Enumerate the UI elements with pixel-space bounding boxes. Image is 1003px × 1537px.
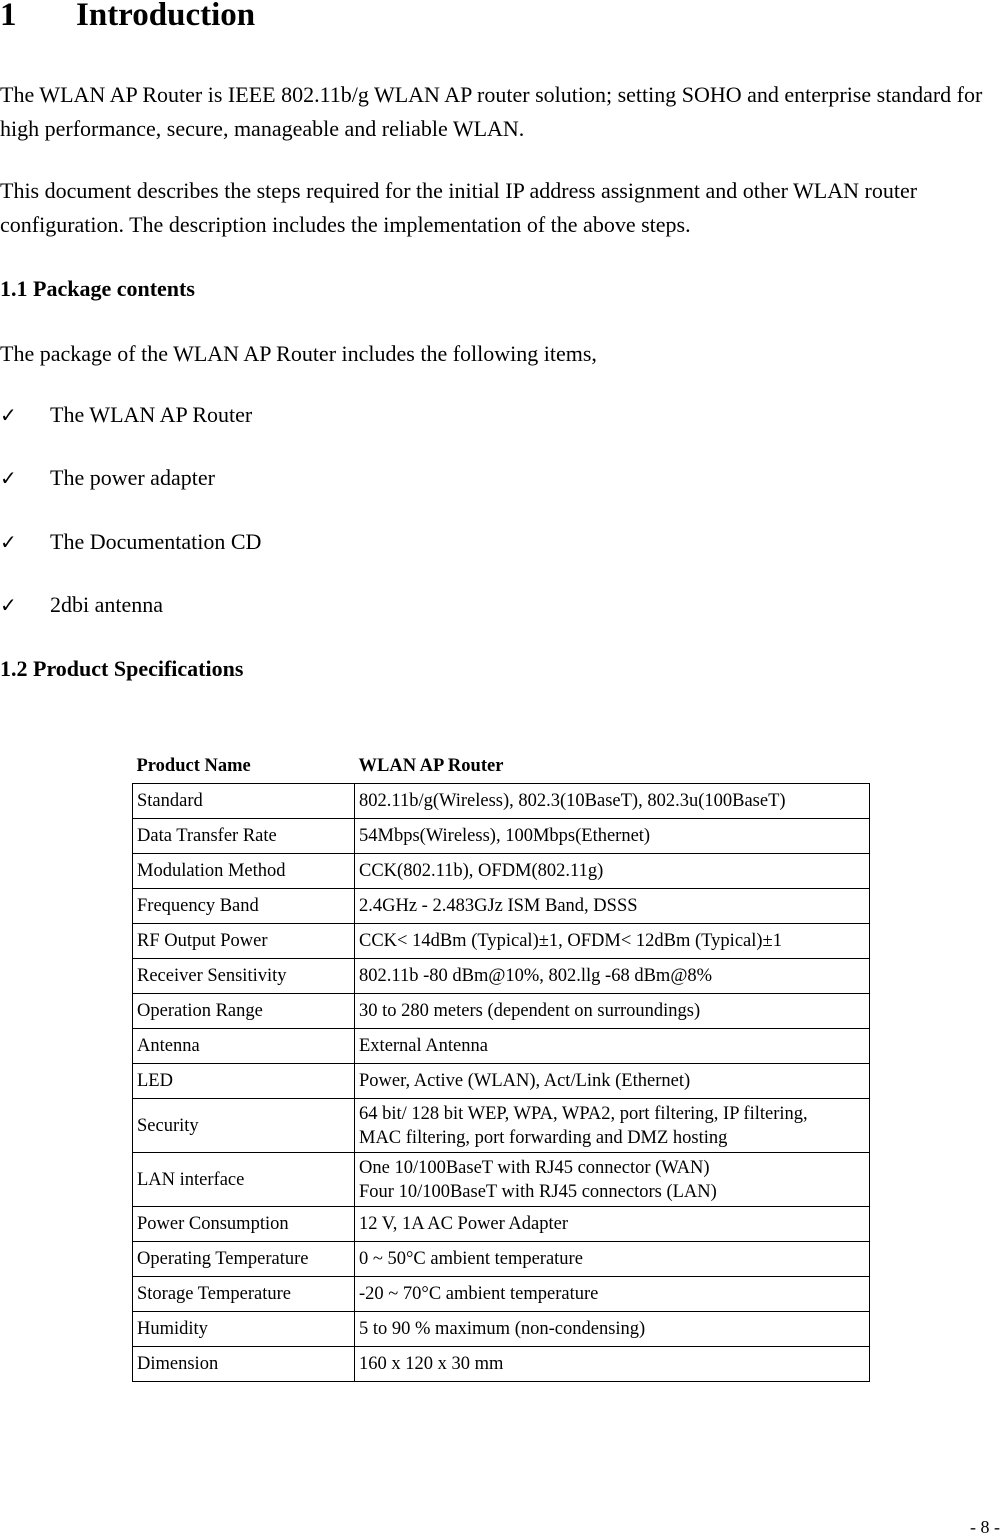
spec-value: 160 x 120 x 30 mm	[355, 1347, 870, 1382]
intro-paragraph-2: This document describes the steps required for the initial IP address assignment and other WLAN router configuration. The description includes the implementation of the above steps.	[0, 178, 918, 237]
spec-label: Operating Temperature	[133, 1242, 355, 1277]
package-items-list	[0, 400, 261, 654]
spec-label: Storage Temperature	[133, 1277, 355, 1312]
table-row	[133, 1242, 870, 1277]
spec-value: 2.4GHz - 2.483GJz ISM Band, DSSS	[355, 889, 870, 924]
spec-label: Humidity	[133, 1312, 355, 1347]
spec-value: CCK< 14dBm (Typical)±1, OFDM< 12dBm (Typical)±1	[355, 924, 870, 959]
table-row	[133, 1347, 870, 1382]
table-row	[133, 1207, 870, 1242]
spec-value: -20 ~ 70°C ambient temperature	[355, 1277, 870, 1312]
list-item	[0, 400, 261, 463]
spec-label: Dimension	[133, 1347, 355, 1382]
chapter-number: 1	[0, 0, 17, 33]
spec-value: External Antenna	[355, 1029, 870, 1064]
table-row	[133, 959, 870, 994]
spec-label: LAN interface	[133, 1153, 355, 1207]
table-row	[133, 1277, 870, 1312]
spec-label: Operation Range	[133, 994, 355, 1029]
chapter-title: Introduction	[76, 0, 256, 33]
table-row	[133, 1153, 870, 1207]
table-row	[133, 854, 870, 889]
table-row	[133, 819, 870, 854]
checkmark-icon: ✓	[0, 593, 17, 618]
package-item-label: The Documentation CD	[50, 528, 262, 554]
checkmark-icon: ✓	[0, 466, 17, 491]
table-row	[133, 1099, 870, 1153]
spec-label: Power Consumption	[133, 1207, 355, 1242]
table-row	[133, 1312, 870, 1347]
spec-label: RF Output Power	[133, 924, 355, 959]
package-item-label: 2dbi antenna	[50, 592, 164, 618]
table-row	[133, 889, 870, 924]
table-header-row	[133, 750, 870, 784]
table-row	[133, 924, 870, 959]
table-row	[133, 1064, 870, 1099]
spec-value: 802.11b/g(Wireless), 802.3(10BaseT), 802.3u(100BaseT)	[355, 784, 870, 819]
spec-label: Receiver Sensitivity	[133, 959, 355, 994]
header-product-name: Product Name	[136, 756, 251, 776]
spec-label: LED	[133, 1064, 355, 1099]
package-contents-heading: 1.1 Package contents	[0, 276, 195, 301]
spec-label: Standard	[133, 784, 355, 819]
spec-value: 5 to 90 % maximum (non-condensing)	[355, 1312, 870, 1347]
spec-value: 54Mbps(Wireless), 100Mbps(Ethernet)	[355, 819, 870, 854]
specifications-table	[132, 750, 870, 1382]
list-item	[0, 463, 261, 526]
package-lead-text: The package of the WLAN AP Router includes the following items,	[0, 341, 597, 366]
product-specifications-heading: 1.2 Product Specifications	[0, 656, 244, 681]
chapter-heading	[0, 0, 255, 38]
spec-label: Data Transfer Rate	[133, 819, 355, 854]
spec-value: CCK(802.11b), OFDM(802.11g)	[355, 854, 870, 889]
table-row	[133, 784, 870, 819]
spec-value: 0 ~ 50°C ambient temperature	[355, 1242, 870, 1277]
spec-label: Antenna	[133, 1029, 355, 1064]
package-item-label: The WLAN AP Router	[50, 402, 253, 427]
spec-value: 64 bit/ 128 bit WEP, WPA, WPA2, port filtering, IP filtering, MAC filtering, port forwarding and DMZ hosting	[355, 1099, 870, 1153]
intro-paragraph-1: The WLAN AP Router is IEEE 802.11b/g WLAN AP router solution; setting SOHO and enterprise standard for high performance, secure, manageable and reliable WLAN.	[0, 82, 983, 141]
page-number: - 8 -	[970, 1517, 1000, 1537]
header-product-value: WLAN AP Router	[358, 756, 504, 776]
spec-value: 30 to 280 meters (dependent on surroundings)	[355, 994, 870, 1029]
list-item	[0, 590, 261, 653]
list-item	[0, 527, 261, 590]
package-item-label: The power adapter	[50, 465, 215, 491]
spec-value: 12 V, 1A AC Power Adapter	[355, 1207, 870, 1242]
spec-label: Security	[133, 1099, 355, 1153]
checkmark-icon: ✓	[0, 529, 17, 554]
table-row	[133, 1029, 870, 1064]
spec-value: Power, Active (WLAN), Act/Link (Ethernet)	[355, 1064, 870, 1099]
spec-label: Modulation Method	[133, 854, 355, 889]
spec-value: One 10/100BaseT with RJ45 connector (WAN) Four 10/100BaseT with RJ45 connectors (LAN)	[355, 1153, 870, 1207]
table-row	[133, 994, 870, 1029]
checkmark-icon: ✓	[0, 403, 17, 427]
spec-value: 802.11b -80 dBm@10%, 802.llg -68 dBm@8%	[355, 959, 870, 994]
spec-label: Frequency Band	[133, 889, 355, 924]
